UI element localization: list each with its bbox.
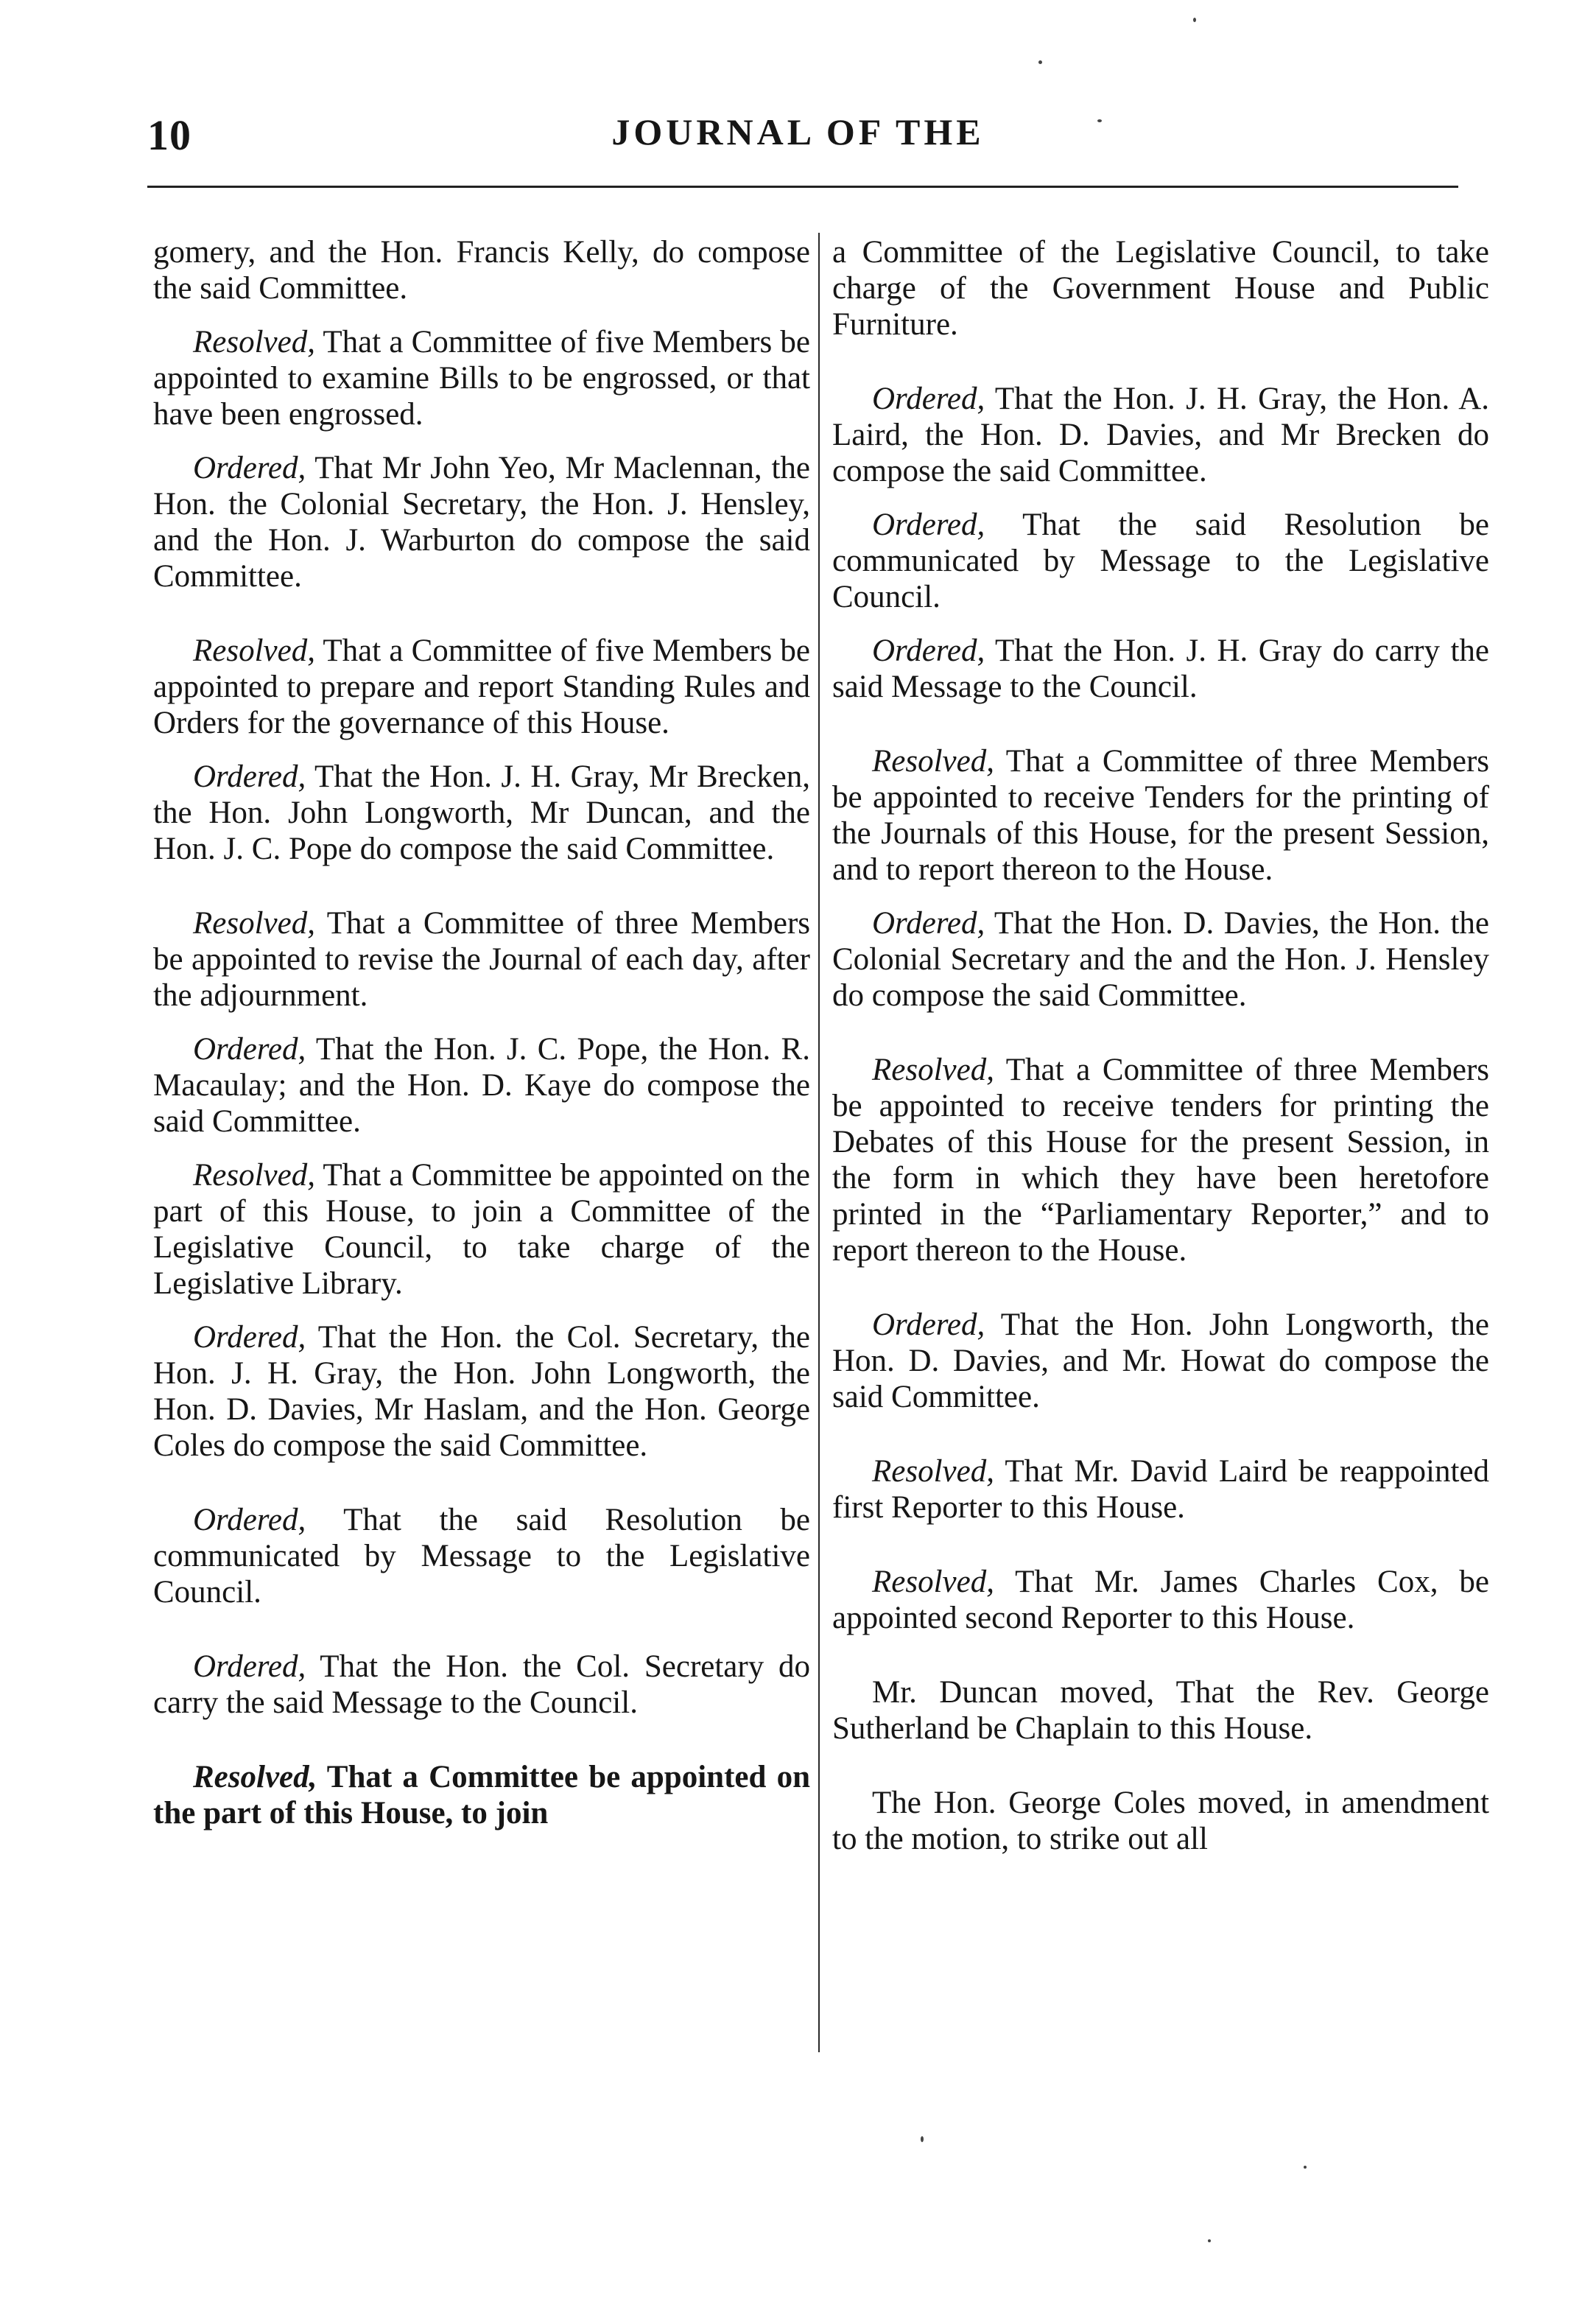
paragraph-lead: Ordered, — [193, 1320, 306, 1355]
paragraph-lead: Ordered, — [193, 1649, 306, 1684]
paragraph-text: That the Hon. D. Davies, the Hon. the Colonial Secretary and the and the Hon. J. Hensley do compose the said Committee. — [832, 906, 1489, 1013]
paragraph-lead: Ordered, — [872, 382, 985, 416]
paragraph — [153, 1502, 810, 1610]
paragraph-lead: Ordered, — [193, 1503, 306, 1537]
paragraph-lead: Resolved, — [193, 1158, 315, 1193]
paragraph-text: That a Committee of three Members be appointed to revise the Journal of each day, after the adjournment. — [153, 906, 810, 1013]
paragraph-text: That a Committee be appointed on the part of this House, to join — [153, 1760, 810, 1831]
paragraph-lead: Resolved, — [193, 325, 315, 359]
paragraph-lead: Resolved, — [193, 906, 315, 941]
paragraph — [832, 1052, 1489, 1268]
paragraph-text: That a Committee of three Members be appointed to receive tenders for printing the Debates of this House for the present Session, in the form in which they have been heretofore printed in the “Parliamentary Reporter,” and to report thereon to the House. — [832, 1053, 1489, 1268]
paragraph-lead: Resolved, — [193, 633, 315, 668]
paragraph — [832, 381, 1489, 489]
paragraph — [153, 1031, 810, 1140]
right-column — [832, 234, 1489, 1895]
paragraph — [153, 1759, 810, 1831]
paragraph — [832, 507, 1489, 615]
paragraph-text: gomery, and the Hon. Francis Kelly, do compose the said Committee. — [153, 235, 810, 306]
scan-speck — [921, 2136, 924, 2142]
scan-speck — [1038, 60, 1042, 64]
paragraph — [832, 905, 1489, 1014]
paragraph-text: That Mr John Yeo, Mr Maclennan, the Hon. the Colonial Secretary, the Hon. J. Hensley, and the Hon. J. Warburton do compose the said Committee. — [153, 451, 810, 594]
paragraph — [153, 1649, 810, 1721]
paragraph-text: That the Hon. the Col. Secretary, the Hon. J. H. Gray, the Hon. John Longworth, the Hon. D. Davies, Mr Haslam, and the Hon. George Coles do compose the said Committee. — [153, 1320, 810, 1463]
paragraph-text: That the Hon. J. H. Gray, the Hon. A. Laird, the Hon. D. Davies, and Mr Brecken do compose the said Committee. — [832, 382, 1489, 488]
scan-speck — [1208, 2239, 1211, 2242]
paragraph-text: That the Hon. J. H. Gray, Mr Brecken, the Hon. John Longworth, Mr Duncan, and the Hon. J. C. Pope do compose the said Committee. — [153, 759, 810, 866]
paragraph — [832, 1564, 1489, 1636]
paragraph-text: That the said Resolution be communicated by Message to the Legislative Council. — [832, 508, 1489, 614]
paragraph-text: That the Hon. John Longworth, the Hon. D. Davies, and Mr. Howat do compose the said Committee. — [832, 1308, 1489, 1414]
paragraph-text: That the Hon. the Col. Secretary do carry the said Message to the Council. — [153, 1649, 810, 1720]
paragraph-lead: Resolved, — [872, 744, 994, 779]
paragraph — [153, 234, 810, 306]
paragraph-text: That the Hon. J. C. Pope, the Hon. R. Macaulay; and the Hon. D. Kaye do compose the said Committee. — [153, 1032, 810, 1139]
scan-speck — [1193, 18, 1196, 22]
paragraph-lead: Ordered, — [872, 508, 985, 542]
paragraph — [832, 234, 1489, 343]
paragraph — [153, 450, 810, 594]
paragraph — [832, 743, 1489, 888]
paragraph-lead: Ordered, — [872, 906, 985, 941]
paragraph-lead: Ordered, — [872, 1308, 985, 1342]
paragraph-lead: Resolved, — [872, 1565, 994, 1599]
paragraph — [153, 1319, 810, 1464]
scan-speck — [1304, 2166, 1307, 2169]
paragraph-lead: Ordered, — [193, 1032, 306, 1067]
paragraph-text: That a Committee be appointed on the part of this House, to join a Committee of the Legislative Council, to take charge of the Legislative Library. — [153, 1158, 810, 1301]
paragraph — [153, 1157, 810, 1302]
paragraph-text: That a Committee of five Members be appointed to examine Bills to be engrossed, or that have been engrossed. — [153, 325, 810, 432]
paragraph-text: That Mr. James Charles Cox, be appointed second Reporter to this House. — [832, 1565, 1489, 1635]
paragraph — [832, 1453, 1489, 1526]
paragraph-lead: Ordered, — [193, 759, 306, 794]
running-title: JOURNAL OF THE — [611, 111, 985, 152]
paragraph-text: That Mr. David Laird be reappointed first Reporter to this House. — [832, 1454, 1489, 1525]
paragraph-text: That the said Resolution be communicated by Message to the Legislative Council. — [153, 1503, 810, 1610]
column-divider — [818, 233, 820, 2052]
header-rule — [147, 186, 1458, 188]
paragraph-text: That a Committee of three Members be appointed to receive Tenders for the printing of the Journals of this House, for the present Session, and to report thereon to the House. — [832, 744, 1489, 887]
paragraph-text: That the Hon. J. H. Gray do carry the said Message to the Council. — [832, 633, 1489, 704]
paragraph — [153, 759, 810, 867]
paragraph-lead: Resolved, — [872, 1053, 994, 1087]
paragraph — [832, 633, 1489, 705]
paragraph — [153, 324, 810, 432]
paragraph — [832, 1785, 1489, 1857]
scan-speck — [1097, 119, 1102, 122]
paragraph-text: That a Committee of five Members be appointed to prepare and report Standing Rules and Orders for the governance of this House. — [153, 633, 810, 740]
paragraph-lead: Resolved, — [872, 1454, 994, 1489]
paragraph-lead: Ordered, — [872, 633, 985, 668]
paragraph — [832, 1674, 1489, 1747]
paragraph-text: a Committee of the Legislative Council, to take charge of the Government House and Public Furniture. — [832, 235, 1489, 342]
paragraph — [832, 1307, 1489, 1415]
paragraph-text: Mr. Duncan moved, That the Rev. George Sutherland be Chaplain to this House. — [832, 1675, 1489, 1746]
page-number: 10 — [147, 111, 191, 159]
left-column — [153, 234, 810, 1870]
paragraph-lead: Resolved, — [193, 1760, 317, 1794]
paragraph-lead: Ordered, — [193, 451, 306, 485]
paragraph — [153, 905, 810, 1014]
paragraph-text: The Hon. George Coles moved, in amendment to the motion, to strike out all — [832, 1786, 1489, 1856]
paragraph — [153, 633, 810, 741]
